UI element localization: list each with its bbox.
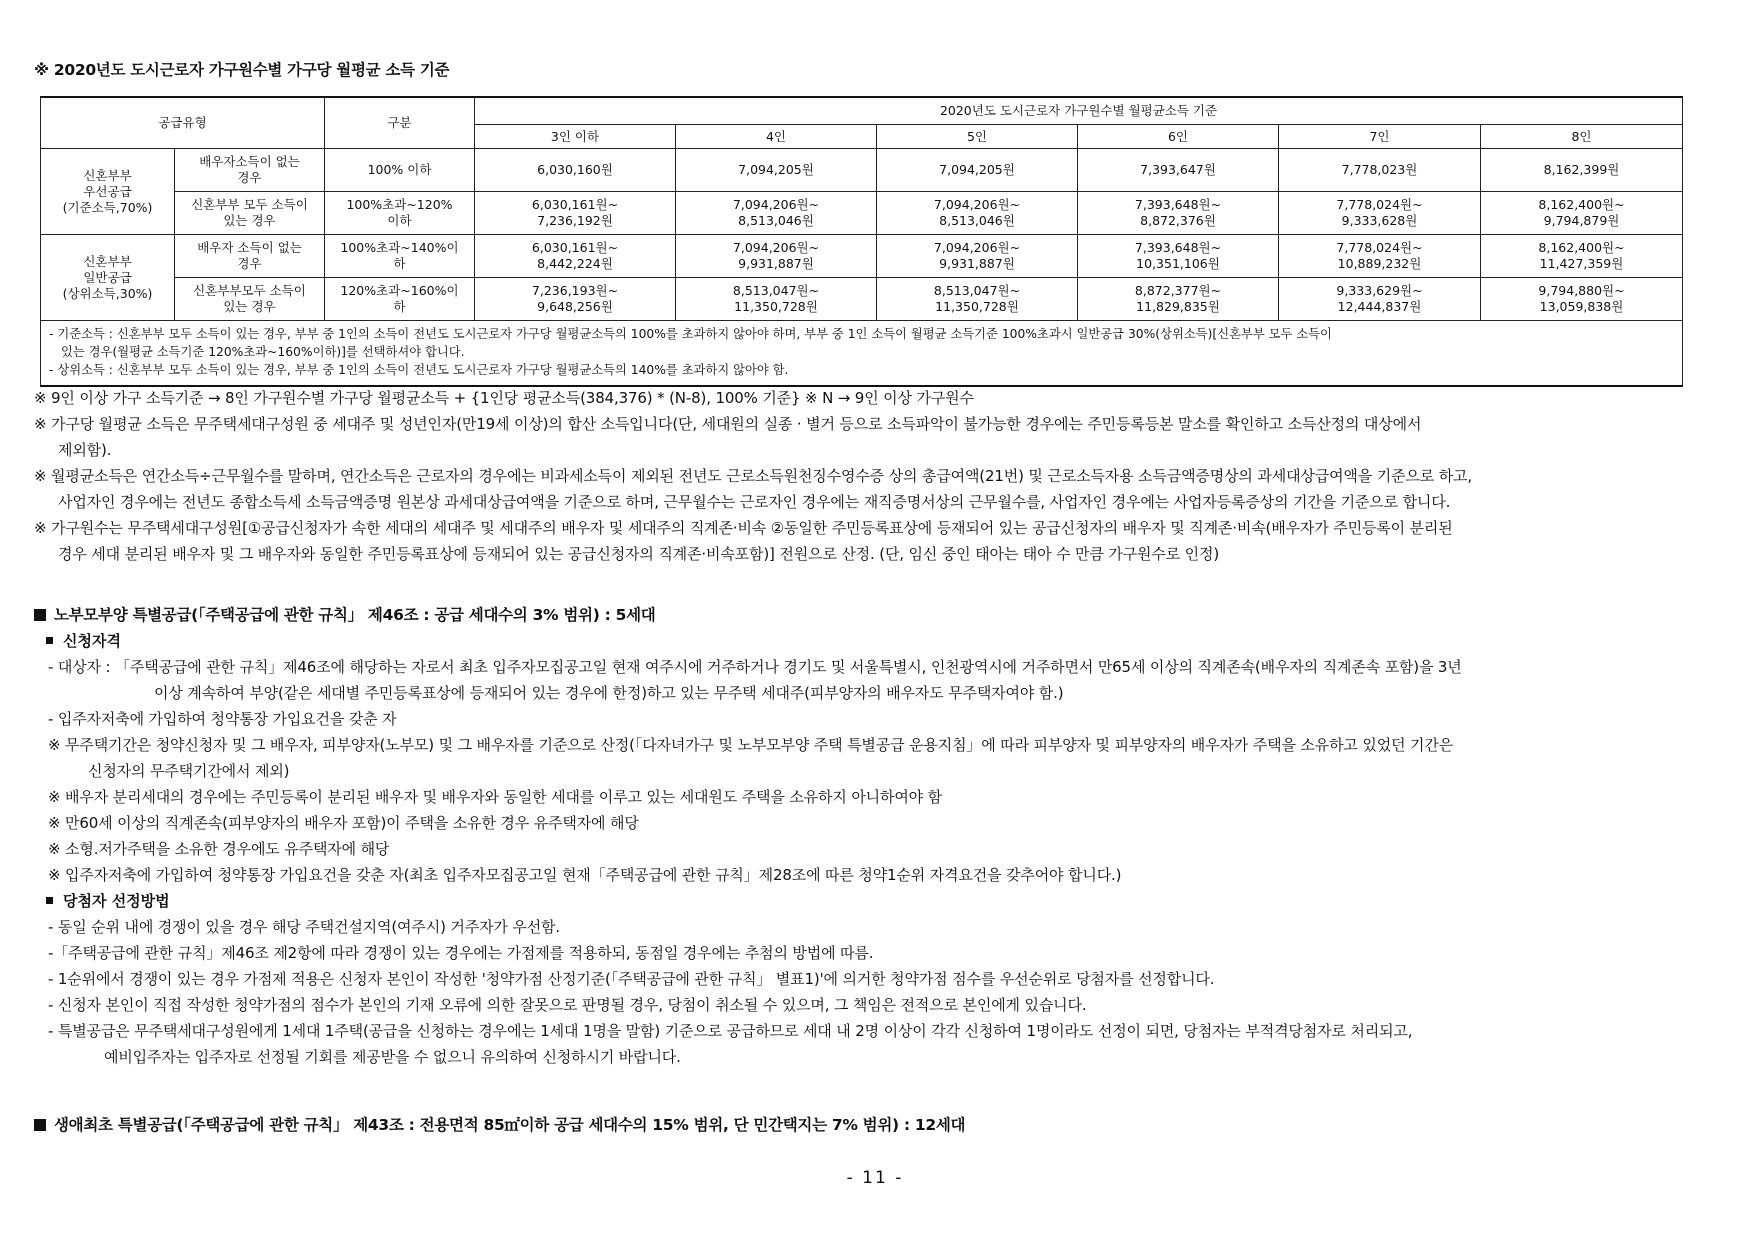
note-base-income-cont: 있는 경우(월평균 소득기준 120%초과~160%이하)]를 선택하셔야 합니다. — [61, 344, 465, 359]
income-value-cell: 8,162,400원~ 11,427,359원 — [1481, 235, 1683, 278]
income-range-cell: 120%초과~160%이 하 — [325, 278, 475, 321]
note-spouse-separate: ※ 배우자 분리세대의 경우에는 주민등록이 분리된 배우자 및 배우자와 동일한 세대를 이루고 있는 세대원도 주택을 소유하지 아니하여야 함 — [48, 788, 942, 806]
eligibility-subheading-text: 신청자격 — [63, 632, 121, 650]
eligibility-target-cont: 이상 계속하여 부양(같은 세대별 주민등록표상에 등재되어 있는 경우에 한정)하고 있는 무주택 세대주(피부양자의 배우자도 무주택자여야 함.) — [154, 684, 1064, 702]
income-value-cell: 6,030,160원 — [475, 149, 676, 192]
column-header-1: 3인 이하 — [475, 125, 676, 149]
income-remarks — [34, 385, 1472, 567]
income-value-cell: 7,094,206원~ 8,513,046원 — [877, 192, 1078, 235]
first-home-heading-text: 생애최초 특별공급(「주택공급에 관한 규칙」 제43조 : 전용면적 85㎡이하 공급 세대수의 15% 범위, 단 민간택지는 7% 범위) : 12세대 — [54, 1116, 966, 1134]
remark-household-members: ※ 가구원수는 무주택세대구성원[①공급신청자가 속한 세대의 세대주 및 세대주의 배우자 및 세대주의 직계존·비속 ②동일한 주민등록표상에 등재되어 있는 공급신청자의 배우자 및 직계존·비속(배우자가 주민등록이 분리된 — [34, 519, 1453, 537]
remark-household-income-cont: 제외함). — [58, 441, 112, 459]
note-small-house: ※ 소형.저가주택을 소유한 경우에도 유주택자에 해당 — [48, 840, 390, 858]
income-value-cell: 8,162,399원 — [1481, 149, 1683, 192]
eligibility-subheading — [34, 628, 1462, 654]
table-row — [41, 149, 1683, 192]
selection-rule-4: - 신청자 본인이 직접 작성한 청약가점의 점수가 본인의 기재 오류에 의한 잘못으로 판명될 경우, 당첨이 취소될 수 있으며, 그 책임은 전적으로 본인에게 있습니다. — [48, 996, 1087, 1014]
note-base-income: - 기준소득 : 신혼부부 모두 소득이 있는 경우, 부부 중 1인의 소득이 전년도 도시근로자 가구당 월평균소득의 100%를 초과하지 않아야 하며, 부부 중 1인 소득이 월평균 소득기준 100%초과시 일반공급 30%(상위소득)[신혼부부 모두 소득이 — [49, 327, 1332, 341]
income-value-cell: 7,094,205원 — [676, 149, 877, 192]
remark-household-income: ※ 가구당 월평균 소득은 무주택세대구성원 중 세대주 및 성년인자(만19세 이상)의 합산 소득입니다(단, 세대원의 실종 · 별거 등으로 소득파악이 불가능한 경우에는 주민등록등본 말소를 확인하고 소득산정의 대상에서 — [34, 415, 1422, 433]
square-bullet-icon — [34, 609, 46, 621]
first-home-heading — [34, 1112, 965, 1138]
table-row — [41, 192, 1683, 235]
table-row — [41, 278, 1683, 321]
income-value-cell: 7,094,206원~ 8,513,046원 — [676, 192, 877, 235]
sub-type-cell: 배우자소득이 없는 경우 — [175, 149, 325, 192]
column-header-3: 5인 — [877, 125, 1078, 149]
page-number: - 11 - — [846, 1168, 904, 1188]
elderly-support-section — [34, 602, 1462, 1070]
income-range-cell: 100%초과~120% 이하 — [325, 192, 475, 235]
income-value-cell: 7,778,024원~ 10,889,232원 — [1279, 235, 1481, 278]
column-header-5: 7인 — [1279, 125, 1481, 149]
elderly-heading — [34, 602, 1462, 628]
table-notes — [41, 321, 1683, 387]
income-value-cell: 8,513,047원~ 11,350,728원 — [877, 278, 1078, 321]
income-value-cell: 7,094,206원~ 9,931,887원 — [877, 235, 1078, 278]
table-body — [41, 149, 1683, 321]
selection-subheading-text: 당첨자 선정방법 — [63, 892, 170, 910]
income-value-cell: 7,778,024원~ 9,333,628원 — [1279, 192, 1481, 235]
income-table-wrapper — [40, 96, 1682, 387]
sub-type-cell: 신혼부부 모두 소득이 있는 경우 — [175, 192, 325, 235]
income-value-cell: 8,513,047원~ 11,350,728원 — [676, 278, 877, 321]
selection-rule-5-cont: 예비입주자는 입주자로 선정될 기회를 제공받을 수 없으니 유의하여 신청하시기 바랍니다. — [104, 1048, 681, 1066]
income-value-cell: 9,794,880원~ 13,059,838원 — [1481, 278, 1683, 321]
remark-monthly-income-cont: 사업자인 경우에는 전년도 종합소득세 소득금액증명 원본상 과세대상급여액을 기준으로 하며, 근무월수는 근로자인 경우에는 재직증명서상의 근무월수를, 사업자인 경우에는 사업자등록증상의 기간을 기준으로 합니다. — [58, 493, 1451, 511]
income-value-cell: 7,778,023원 — [1279, 149, 1481, 192]
income-value-cell: 6,030,161원~ 8,442,224원 — [475, 235, 676, 278]
column-header-4: 6인 — [1078, 125, 1279, 149]
note-savings-requirement: ※ 입주자저축에 가입하여 청약통장 가입요건을 갖춘 자(최초 입주자모집공고일 현재「주택공급에 관한 규칙」제28조에 따른 청약1순위 자격요건을 갖추어야 합니다.) — [48, 866, 1122, 884]
income-range-cell: 100%초과~140%이 하 — [325, 235, 475, 278]
sub-type-cell: 배우자 소득이 없는 경우 — [175, 235, 325, 278]
income-standard-title: ※ 2020년도 도시근로자 가구원수별 가구당 월평균 소득 기준 — [34, 61, 450, 79]
note-upper-income: - 상위소득 : 신혼부부 모두 소득이 있는 경우, 부부 중 1인의 소득이 전년도 도시근로자 가구당 월평균소득의 140%를 초과하지 않아야 함. — [49, 362, 789, 377]
income-value-cell: 9,333,629원~ 12,444,837원 — [1279, 278, 1481, 321]
income-value-cell: 7,236,193원~ 9,648,256원 — [475, 278, 676, 321]
income-value-cell: 6,030,161원~ 7,236,192원 — [475, 192, 676, 235]
sub-type-cell: 신혼부부모두 소득이 있는 경우 — [175, 278, 325, 321]
column-header-2: 4인 — [676, 125, 877, 149]
header-income-group: 2020년도 도시근로자 가구원수별 월평균소득 기준 — [475, 97, 1683, 125]
income-table — [40, 96, 1683, 387]
remark-9-persons: ※ 9인 이상 가구 소득기준 → 8인 가구원수별 가구당 월평균소득 + {1인당 평균소득(384,376) * (N-8), 100% 기준} ※ N → 9인 이상 가구원수 — [34, 389, 974, 407]
income-value-cell: 7,393,647원 — [1078, 149, 1279, 192]
eligibility-savings: - 입주자저축에 가입하여 청약통장 가입요건을 갖춘 자 — [48, 710, 397, 728]
income-value-cell: 8,872,377원~ 11,829,835원 — [1078, 278, 1279, 321]
income-range-cell: 100% 이하 — [325, 149, 475, 192]
income-value-cell: 7,393,648원~ 10,351,106원 — [1078, 235, 1279, 278]
income-value-cell: 7,094,205원 — [877, 149, 1078, 192]
income-value-cell: 7,393,648원~ 8,872,376원 — [1078, 192, 1279, 235]
column-header-6: 8인 — [1481, 125, 1683, 149]
eligibility-target: - 대상자 : 「주택공급에 관한 규칙」제46조에 해당하는 자로서 최초 입주자모집공고일 현재 여주시에 거주하거나 경기도 및 서울특별시, 인천광역시에 거주하면서 만65세 이상의 직계존속(배우자의 직계존속 포함)을 3년 — [48, 658, 1462, 676]
remark-monthly-income: ※ 월평균소득은 연간소득÷근무월수를 말하며, 연간소득은 근로자의 경우에는 비과세소득이 제외된 전년도 근로소득원천징수영수증 상의 총급여액(21번) 및 근로소득자용 소득금액증명상의 과세대상급여액을 기준으로 하고, — [34, 467, 1472, 485]
selection-rule-1: - 동일 순위 내에 경쟁이 있을 경우 해당 주택건설지역(여주시) 거주자가 우선함. — [48, 918, 561, 936]
square-bullet-icon — [34, 1119, 46, 1131]
elderly-heading-text: 노부모부양 특별공급(「주택공급에 관한 규칙」 제46조 : 공급 세대수의 3% 범위) : 5세대 — [54, 606, 656, 624]
supply-group-label: 신혼부부 일반공급 (상위소득,30%) — [41, 235, 175, 321]
selection-rule-2: -「주택공급에 관한 규칙」제46조 제2항에 따라 경쟁이 있는 경우에는 가점제를 적용하되, 동점일 경우에는 추첨의 방법에 따름. — [48, 944, 874, 962]
note-homeless-period: ※ 무주택기간은 청약신청자 및 그 배우자, 피부양자(노부모) 및 그 배우자를 기준으로 산정(「다자녀가구 및 노부모부양 주택 특별공급 운용지침」에 따라 피부양자 및 피부양자의 배우자가 주택을 소유하고 있었던 기간은 — [48, 736, 1454, 754]
header-supply-type: 공급유형 — [41, 97, 325, 149]
first-home-section — [34, 1112, 965, 1138]
header-category: 구분 — [325, 97, 475, 149]
note-homeless-period-cont: 신청자의 무주택기간에서 제외) — [88, 762, 290, 780]
selection-rule-5: - 특별공급은 무주택세대구성원에게 1세대 1주택(공급을 신청하는 경우에는 1세대 1명을 말함) 기준으로 공급하므로 세대 내 2명 이상이 각각 신청하여 1명이라도 선정이 되면, 당첨자는 부적격당첨자로 처리되고, — [48, 1022, 1413, 1040]
selection-subheading — [34, 888, 1462, 914]
small-square-bullet-icon — [46, 637, 53, 644]
selection-rule-3: - 1순위에서 경쟁이 있는 경우 가점제 적용은 신청자 본인이 작성한 '청약가점 산정기준(「주택공급에 관한 규칙」 별표1)'에 의거한 청약가점 점수를 우선순위로 당첨자를 선정합니다. — [48, 970, 1215, 988]
income-value-cell: 8,162,400원~ 9,794,879원 — [1481, 192, 1683, 235]
supply-group-label: 신혼부부 우선공급 (기준소득,70%) — [41, 149, 175, 235]
table-row — [41, 235, 1683, 278]
small-square-bullet-icon — [46, 897, 53, 904]
remark-household-members-cont: 경우 세대 분리된 배우자 및 그 배우자와 동일한 주민등록표상에 등재되어 있는 공급신청자의 직계존·비속포함)] 전원으로 산정. (단, 임신 중인 태아는 태아 수 만큼 가구원수로 인정) — [58, 545, 1220, 563]
note-age-60: ※ 만60세 이상의 직계존속(피부양자의 배우자 포함)이 주택을 소유한 경우 유주택자에 해당 — [48, 814, 639, 832]
income-value-cell: 7,094,206원~ 9,931,887원 — [676, 235, 877, 278]
